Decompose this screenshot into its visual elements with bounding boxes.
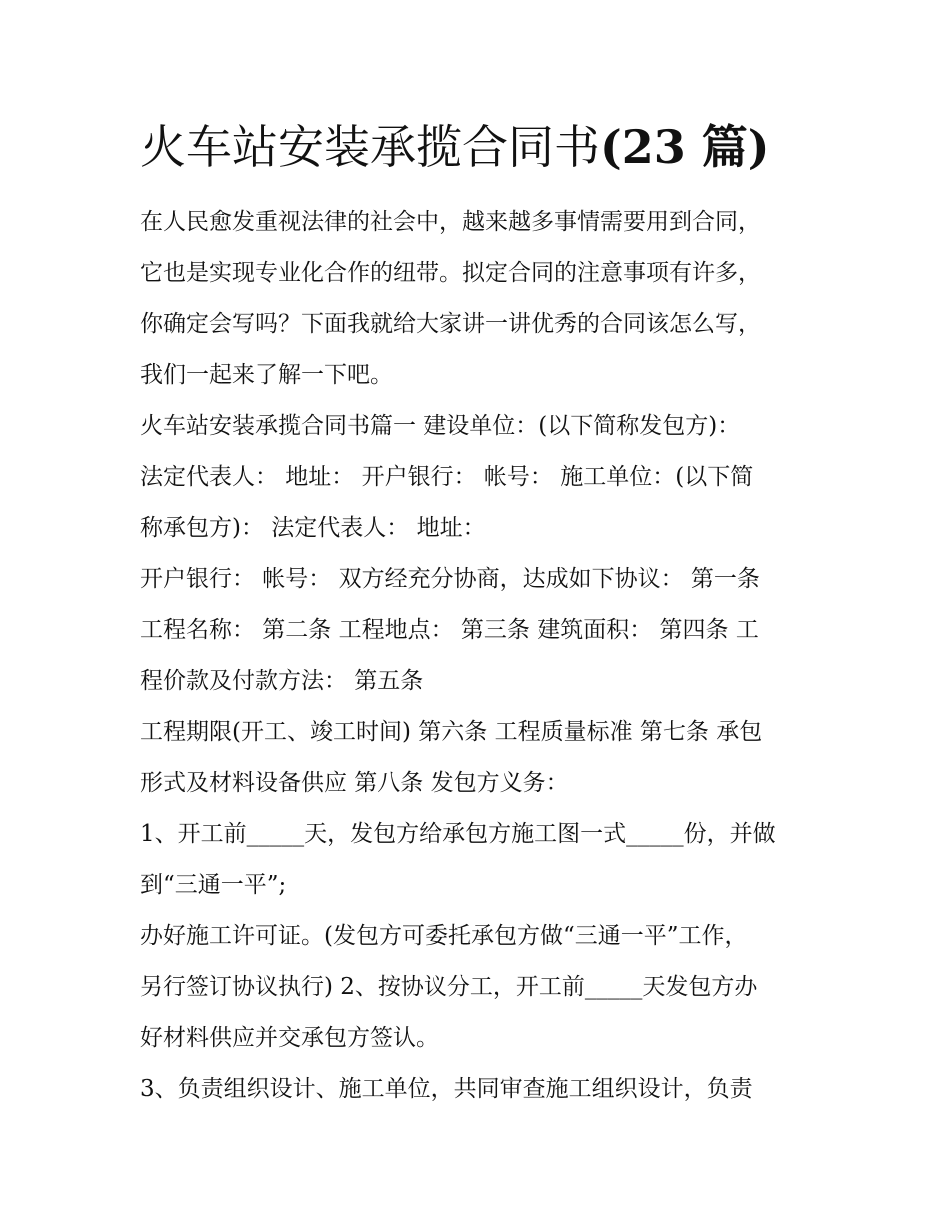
body-line: 程价款及付款方法： 第五条 (140, 668, 424, 694)
body-line: 你确定会写吗？下面我就给大家讲一讲优秀的合同该怎么写， (140, 311, 761, 337)
body-line: 另行签订协议执行) 2、按协议分工，开工前_____天发包方办 (140, 974, 758, 1000)
body-line: 法定代表人： 地址： 开户银行： 帐号： 施工单位：(以下简 (140, 464, 754, 490)
body-line: 火车站安装承揽合同书篇一 建设单位：(以下简称发包方)： (140, 413, 741, 439)
body-line: 办好施工许可证。(发包方可委托承包方做“三通一平”工作， (140, 923, 748, 949)
body-line: 3、负责组织设计、施工单位，共同审查施工组织设计，负责 (140, 1076, 753, 1102)
body-line: 工程名称： 第二条 工程地点： 第三条 建筑面积： 第四条 工 (140, 617, 759, 643)
title-main: 火车站安装承揽合同书 (140, 120, 600, 174)
body-line: 我们一起来了解一下吧。 (140, 362, 393, 388)
document-body (140, 197, 820, 1115)
body-line: 1、开工前_____天，发包方给承包方施工图一式_____份，并做 (140, 821, 776, 847)
title-count: (23 篇) (600, 120, 770, 174)
body-line: 在人民愈发重视法律的社会中，越来越多事情需要用到合同， (140, 209, 761, 235)
body-line: 形式及材料设备供应 第八条 发包方义务： (140, 770, 569, 796)
document-title (140, 116, 840, 178)
body-line: 到“三通一平”; (140, 872, 287, 898)
body-line: 称承包方)： 法定代表人： 地址： (140, 515, 486, 541)
body-line: 工程期限(开工、竣工时间) 第六条 工程质量标准 第七条 承包 (140, 719, 763, 745)
body-line: 开户银行： 帐号： 双方经充分协商，达成如下协议： 第一条 (140, 566, 760, 592)
body-line: 好材料供应并交承包方签认。 (140, 1025, 439, 1051)
body-line: 它也是实现专业化合作的纽带。拟定合同的注意事项有许多， (140, 260, 761, 286)
